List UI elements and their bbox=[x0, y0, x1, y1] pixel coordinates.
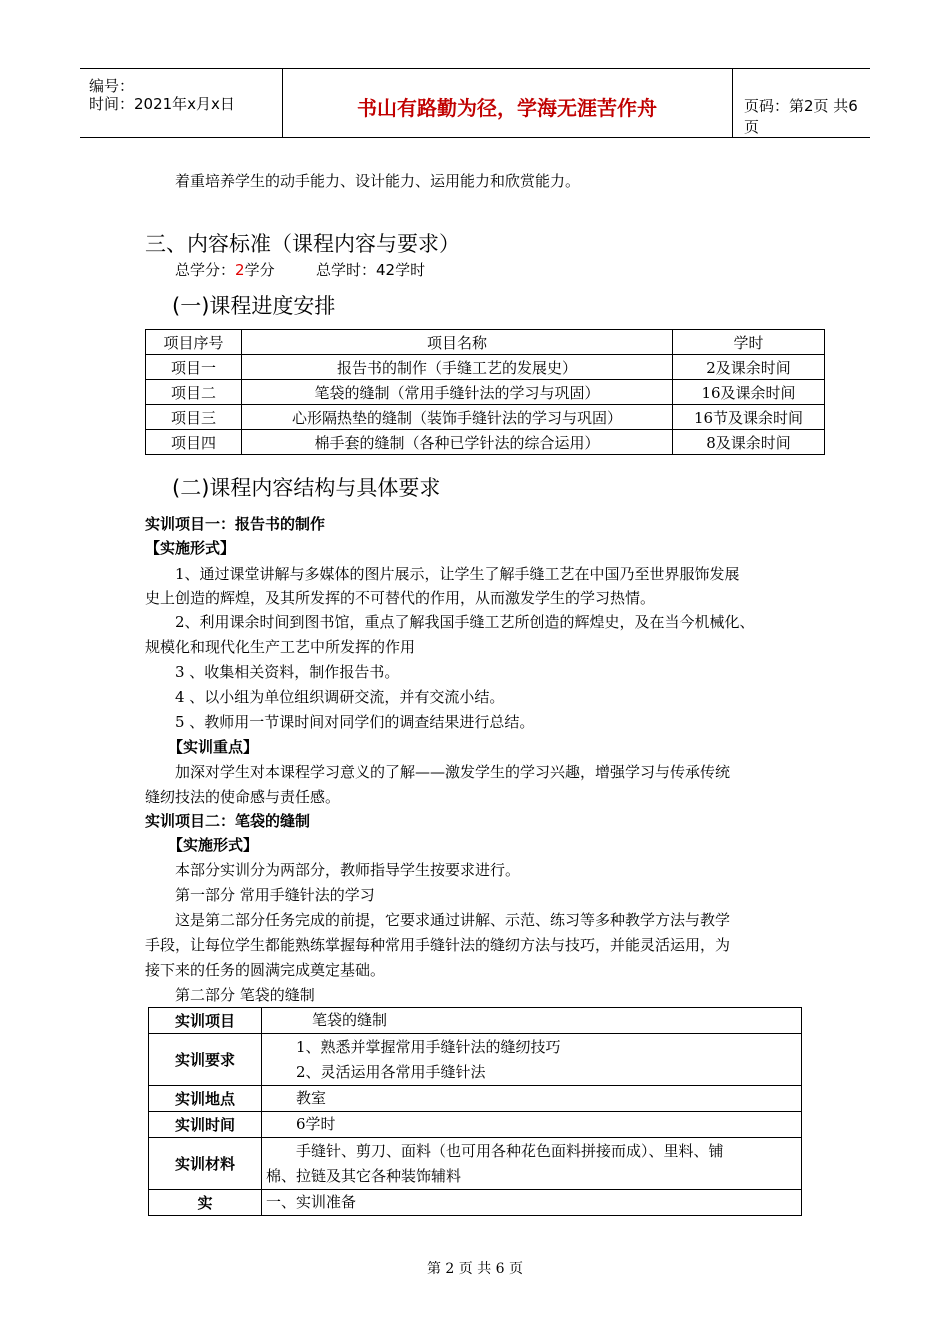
header-info-cell bbox=[80, 69, 283, 137]
project1-focus-line2: 缝纫技法的使命感与责任感。 bbox=[145, 788, 341, 806]
training-table bbox=[148, 1007, 802, 1216]
project2-title: 实训项目二：笔袋的缝制 bbox=[145, 812, 311, 830]
project1-p2-line1: 2、利用课余时间到图书馆，重点了解我国手缝工艺所创造的辉煌史，及在当今机械化、 bbox=[175, 613, 755, 631]
table-cell: 项目三 bbox=[146, 405, 242, 430]
subsection2-title: (二)课程内容结构与具体要求 bbox=[172, 476, 441, 500]
table-cell: 项目四 bbox=[146, 430, 242, 455]
page-header bbox=[80, 68, 870, 138]
project1-p1-line1: 1、通过课堂讲解与多媒体的图片展示，让学生了解手缝工艺在中国乃至世界服饰发展 bbox=[175, 565, 740, 583]
schedule-table bbox=[145, 329, 825, 455]
schedule-header-cell: 学时 bbox=[673, 330, 825, 355]
header-date: 时间：2021年x月x日 bbox=[89, 95, 235, 113]
project2-p2-line3: 接下来的任务的圆满完成奠定基础。 bbox=[145, 961, 386, 979]
table-cell: 2及课余时间 bbox=[673, 355, 825, 380]
subsection1-title: (一)课程进度安排 bbox=[172, 294, 336, 318]
intro-line: 着重培养学生的动手能力、设计能力、运用能力和欣赏能力。 bbox=[175, 172, 581, 190]
table-row bbox=[146, 380, 825, 405]
table-row bbox=[146, 355, 825, 380]
project2-form-label: 【实施形式】 bbox=[168, 836, 259, 854]
training-material-line: 手缝针、剪刀、面料（也可用各种花色面料拼接而成）、里料、铺 bbox=[296, 1141, 724, 1160]
table-row bbox=[146, 430, 825, 455]
training-material-line: 棉、拉链及其它各种装饰辅料 bbox=[266, 1166, 462, 1185]
total-hours: 总学时：42学时 bbox=[316, 261, 426, 279]
project1-focus-label: 【实训重点】 bbox=[168, 738, 259, 756]
table-row bbox=[149, 1138, 802, 1190]
project1-p1-line2: 史上创造的辉煌，及其所发挥的不可替代的作用，从而激发学生的学习热情。 bbox=[145, 589, 656, 607]
training-step-value: 一、实训准备 bbox=[262, 1190, 802, 1216]
project1-p3: 3 、收集相关资料，制作报告书。 bbox=[175, 663, 400, 681]
section3-title: 三、内容标准（课程内容与要求） bbox=[145, 232, 460, 256]
table-row bbox=[149, 1190, 802, 1216]
credits-value: 2 bbox=[235, 261, 245, 279]
project2-p2-line2: 手段，让每位学生都能熟练掌握每种常用手缝针法的缝纫方法与技巧，并能灵活运用，为 bbox=[145, 936, 731, 954]
table-row bbox=[149, 1034, 802, 1086]
training-step-label: 实 bbox=[149, 1190, 262, 1216]
table-cell: 笔袋的缝制（常用手缝针法的学习与巩固） bbox=[242, 380, 673, 405]
credits-prefix: 总学分： bbox=[175, 261, 236, 279]
table-cell: 16节及课余时间 bbox=[673, 405, 825, 430]
table-cell: 报告书的制作（手缝工艺的发展史） bbox=[242, 355, 673, 380]
project2-part2: 第二部分 笔袋的缝制 bbox=[175, 986, 315, 1004]
schedule-header-row bbox=[146, 330, 825, 355]
credits-suffix: 学分 bbox=[244, 261, 275, 279]
table-cell: 16及课余时间 bbox=[673, 380, 825, 405]
training-place-value: 教室 bbox=[262, 1086, 802, 1112]
training-requirement-item: 1、熟悉并掌握常用手缝针法的缝纫技巧 bbox=[296, 1037, 561, 1056]
header-motto-cell bbox=[282, 69, 733, 137]
training-material-label: 实训材料 bbox=[149, 1138, 262, 1190]
training-requirement-item: 2、灵活运用各常用手缝针法 bbox=[296, 1062, 486, 1081]
header-number: 编号： bbox=[89, 77, 135, 95]
table-row bbox=[149, 1086, 802, 1112]
header-motto: 书山有路勤为径，学海无涯苦作舟 bbox=[357, 96, 657, 120]
project1-p2-line2: 规模化和现代化生产工艺中所发挥的作用 bbox=[145, 638, 416, 656]
project1-focus-line1: 加深对学生对本课程学习意义的了解——激发学生的学习兴趣，增强学习与传承传统 bbox=[175, 763, 731, 781]
training-place-label: 实训地点 bbox=[149, 1086, 262, 1112]
table-cell: 项目一 bbox=[146, 355, 242, 380]
training-project-label: 实训项目 bbox=[149, 1008, 262, 1034]
training-material-value bbox=[262, 1138, 802, 1190]
project1-form-label: 【实施形式】 bbox=[145, 539, 236, 557]
project2-p1: 本部分实训分为两部分，教师指导学生按要求进行。 bbox=[175, 861, 521, 879]
training-time-label: 实训时间 bbox=[149, 1112, 262, 1138]
project1-title: 实训项目一：报告书的制作 bbox=[145, 515, 326, 533]
table-row bbox=[149, 1008, 802, 1034]
table-row bbox=[149, 1112, 802, 1138]
table-cell: 项目二 bbox=[146, 380, 242, 405]
header-page-cell bbox=[732, 69, 870, 137]
training-project-value: 笔袋的缝制 bbox=[262, 1008, 802, 1034]
schedule-header-cell: 项目名称 bbox=[242, 330, 673, 355]
table-cell: 心形隔热垫的缝制（装饰手缝针法的学习与巩固） bbox=[242, 405, 673, 430]
table-cell: 棉手套的缝制（各种已学针法的综合运用） bbox=[242, 430, 673, 455]
training-time-value: 6学时 bbox=[262, 1112, 802, 1138]
table-row bbox=[146, 405, 825, 430]
project2-part1: 第一部分 常用手缝针法的学习 bbox=[175, 886, 375, 904]
table-cell: 8及课余时间 bbox=[673, 430, 825, 455]
page-footer: 第 2 页 共 6 页 bbox=[426, 1261, 524, 1277]
project1-p4: 4 、以小组为单位组织调研交流，并有交流小结。 bbox=[175, 688, 505, 706]
training-requirements-label: 实训要求 bbox=[149, 1034, 262, 1086]
schedule-header-cell: 项目序号 bbox=[146, 330, 242, 355]
header-page-number: 页码：第2页 共6页 bbox=[744, 97, 858, 136]
total-credits bbox=[175, 259, 275, 280]
project1-p5: 5 、教师用一节课时间对同学们的调查结果进行总结。 bbox=[175, 713, 535, 731]
project2-p2-line1: 这是第二部分任务完成的前提，它要求通过讲解、示范、练习等多种教学方法与教学 bbox=[175, 911, 731, 929]
training-requirements-value bbox=[262, 1034, 802, 1086]
